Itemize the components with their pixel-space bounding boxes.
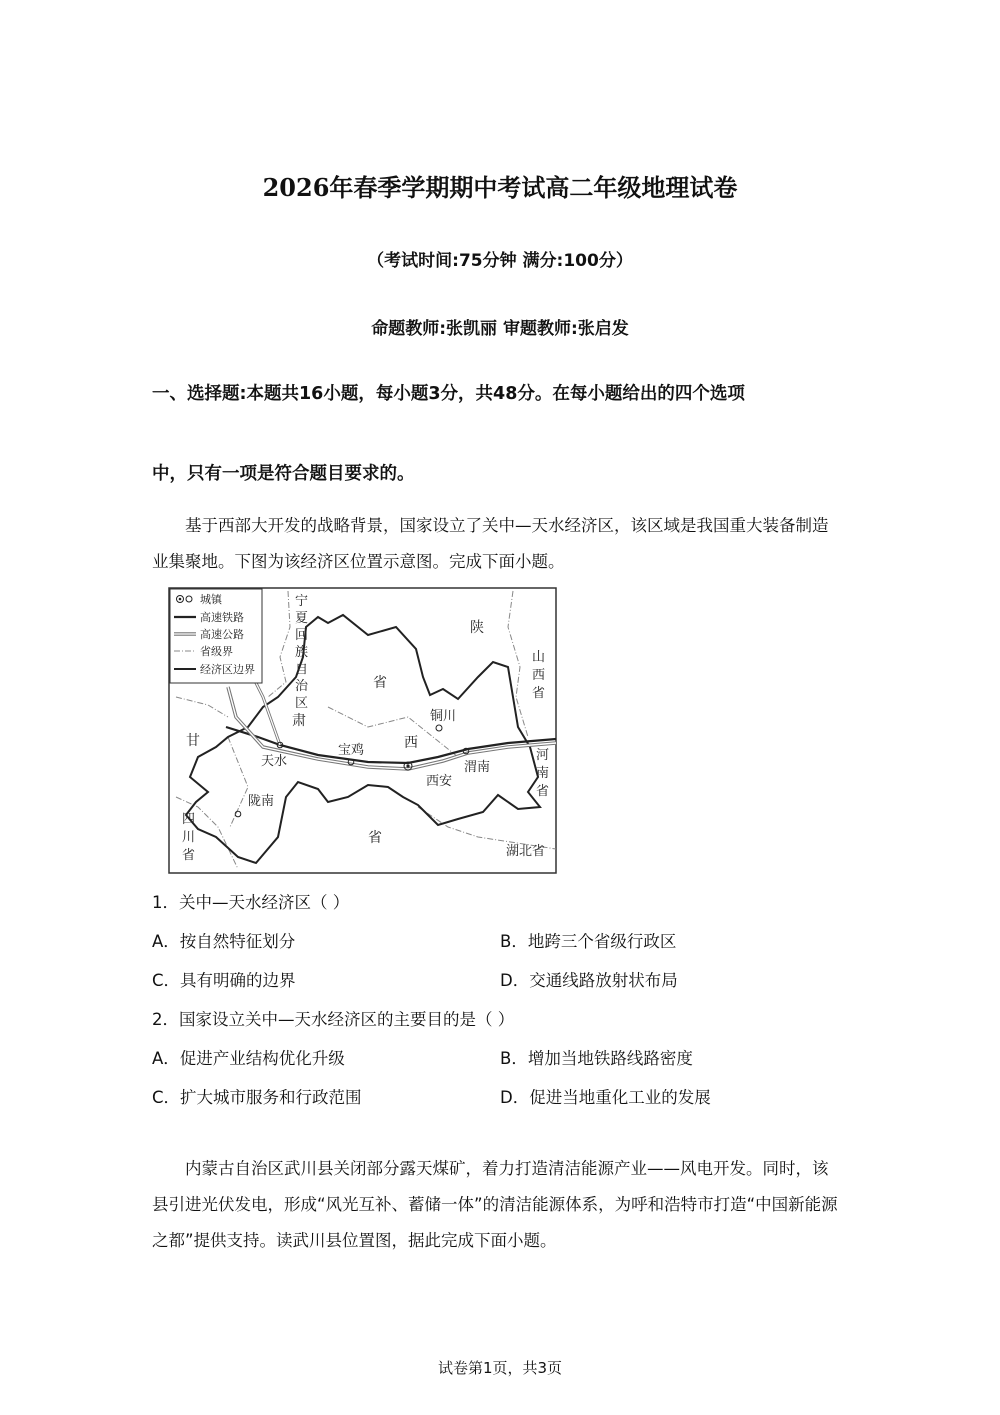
- question-2-stem: 2．国家设立关中—天水经济区的主要目的是（ ）: [152, 1010, 515, 1029]
- q2-option-a[interactable]: A．促进产业结构优化升级: [152, 1049, 345, 1068]
- q1-option-a[interactable]: A．按自然特征划分: [152, 932, 296, 951]
- svg-text:区: 区: [295, 696, 309, 711]
- label-tongchuan: 铜川: [430, 709, 457, 724]
- svg-text:回: 回: [295, 628, 309, 643]
- label-su: 肃: [292, 713, 306, 729]
- passage-2: 内蒙古自治区武川县关闭部分露天煤矿，着力打造清洁能源产业——风电开发。同时，该县引进光伏发电，形成“风光互补、蓄储一体”的清洁能源体系，为呼和浩特市打造“中国新能源之都”提供支持。读武川县位置图，据此完成下面小题。: [152, 1159, 838, 1250]
- page-footer: 试卷第1页，共3页: [437, 1359, 563, 1377]
- passage-1: 基于西部大开发的战略背景，国家设立了关中—天水经济区，该区域是我国重大装备制造业集聚地。下图为该经济区位置示意图。完成下面小题。: [152, 516, 829, 571]
- svg-text:宁: 宁: [295, 594, 309, 609]
- label-ningxia: [295, 594, 309, 711]
- label-xi: 西: [404, 735, 418, 751]
- svg-text:省: 省: [182, 848, 196, 863]
- svg-text:省: 省: [536, 784, 550, 799]
- exam-title: 2026年春季学期期中考试高二年级地理试卷: [262, 173, 738, 202]
- label-sichuan: [182, 812, 195, 863]
- svg-text:自: 自: [295, 662, 309, 677]
- map-legend: [170, 589, 262, 683]
- question-1-stem: 1．关中—天水经济区（ ）: [152, 893, 350, 912]
- svg-text:川: 川: [182, 830, 196, 845]
- label-hubei: 湖北省: [506, 844, 546, 859]
- legend-zone-boundary: 经济区边界: [200, 663, 255, 676]
- svg-text:西: 西: [532, 668, 546, 683]
- label-longnan: 陇南: [248, 794, 275, 809]
- svg-text:族: 族: [295, 645, 309, 660]
- svg-text:四: 四: [182, 812, 196, 827]
- q1-option-b[interactable]: B．地跨三个省级行政区: [500, 932, 677, 951]
- label-baoji: 宝鸡: [338, 743, 365, 758]
- label-xian: 西安: [426, 774, 453, 789]
- svg-text:山: 山: [532, 650, 546, 665]
- q1-option-d[interactable]: D．交通线路放射状布局: [500, 971, 678, 990]
- teacher-info: 命题教师:张凯丽 审题教师:张启发: [371, 319, 629, 339]
- economic-zone-map: [168, 587, 558, 875]
- q1-option-c[interactable]: C．具有明确的边界: [152, 971, 296, 990]
- exam-info: （考试时间:75分钟 满分:100分）: [367, 251, 633, 271]
- svg-text:夏: 夏: [295, 611, 309, 626]
- svg-text:治: 治: [295, 679, 309, 694]
- legend-expressway: 高速公路: [200, 628, 244, 641]
- label-gan: 甘: [186, 733, 200, 749]
- q2-option-c[interactable]: C．扩大城市服务和行政范围: [152, 1088, 362, 1107]
- svg-text:河: 河: [536, 748, 550, 763]
- label-tianshui: 天水: [261, 754, 288, 769]
- q2-option-b[interactable]: B．增加当地铁路线路密度: [500, 1049, 693, 1068]
- label-sheng-south: 省: [368, 830, 382, 846]
- label-shaan: 陕: [470, 620, 484, 636]
- label-shanxi: [532, 650, 545, 701]
- svg-text:省: 省: [532, 686, 546, 701]
- label-henan: [536, 748, 549, 799]
- legend-province-border: 省级界: [200, 645, 233, 658]
- q2-option-d[interactable]: D．促进当地重化工业的发展: [500, 1088, 711, 1107]
- svg-text:南: 南: [536, 766, 550, 781]
- section-heading-line1: 一、选择题:本题共16小题，每小题3分，共48分。在每小题给出的四个选项: [152, 384, 745, 404]
- legend-railway: 高速铁路: [200, 611, 244, 624]
- label-sheng-north: 省: [373, 675, 387, 691]
- section-heading-line2: 中，只有一项是符合题目要求的。: [152, 464, 415, 484]
- label-weinan: 渭南: [464, 760, 491, 775]
- legend-town: 城镇: [200, 593, 222, 606]
